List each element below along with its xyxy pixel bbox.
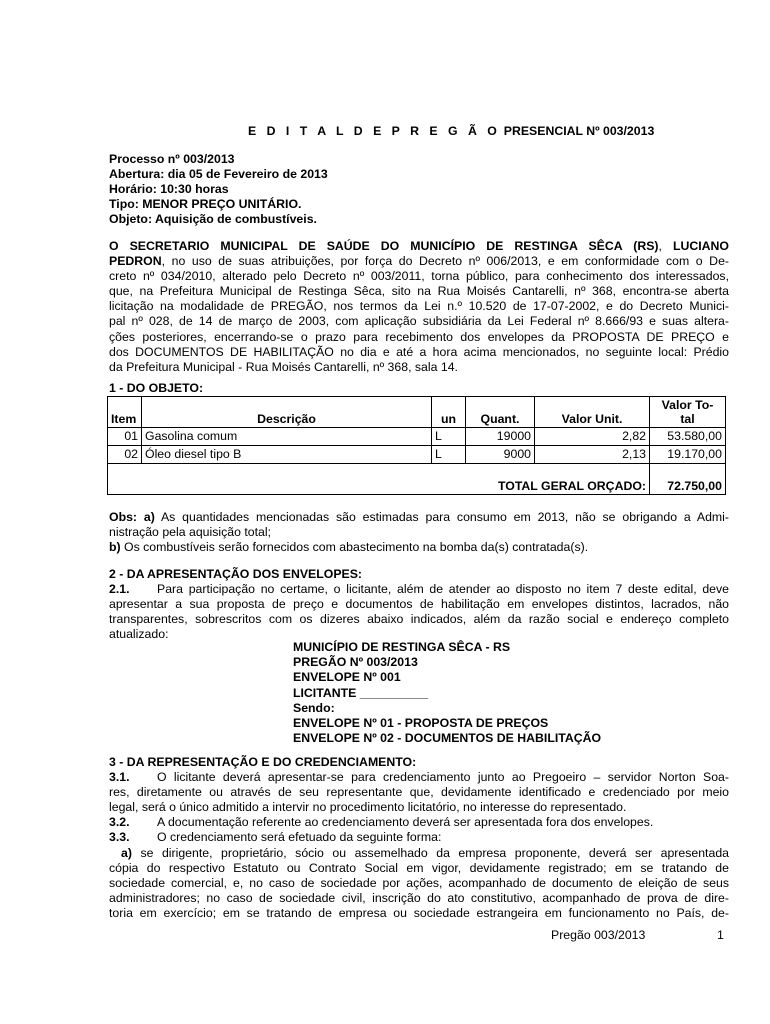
row-item: 02 xyxy=(108,446,142,464)
intro-line-7: ções posteriores, encerrando-se o prazo para recebimento dos envelopes da PROPOSTA DE PREÇO e xyxy=(109,329,729,344)
section-3-3-number: 3.3. xyxy=(109,830,130,845)
envelope-line: ENVELOPE Nº 01 - PROPOSTA DE PREÇOS xyxy=(293,716,549,731)
process-header xyxy=(109,152,729,227)
row-quant: 9000 xyxy=(466,446,535,464)
table-row xyxy=(108,428,726,446)
processo-line: Processo nº 003/2013 xyxy=(109,152,235,166)
objeto-line: Objeto: Aquisição de combustíveis. xyxy=(109,212,317,227)
section-2-1-line-4: atualizado: xyxy=(109,627,169,642)
section-3-3-text: O credenciamento será efetuado da seguinte forma: xyxy=(157,830,442,845)
obs-a-label: : a) xyxy=(132,510,155,524)
row-quant: 19000 xyxy=(466,428,535,446)
section-3-1-line-3: legal, será o único admitido a intervir no procedimento licitatório, no interesse do representado. xyxy=(109,800,627,815)
section-3-3-a-line-1: se dirigente, proprietário, sócio ou assemelhado da empresa proponente, deverá ser apresentada xyxy=(131,845,729,860)
intro-line-8: dos DOCUMENTOS DE HABILITAÇÃO no dia e até a hora acima mencionados, no seguinte local: Prédio xyxy=(109,344,729,359)
section-3-3-a-label: a) xyxy=(121,845,132,860)
row-un: L xyxy=(432,428,466,446)
footer-label: Pregão 003/2013 xyxy=(551,928,646,942)
envelope-line: PREGÃO Nº 003/2013 xyxy=(293,655,418,670)
intro-sep: , xyxy=(658,239,673,253)
envelope-line: Sendo: xyxy=(293,700,335,715)
section-3-1-line-2: res, diretamente ou através de seu representante que, devidamente identificado e credenciado por meio xyxy=(109,785,729,800)
document-title xyxy=(248,124,655,138)
total-label: TOTAL GERAL ORÇADO: xyxy=(108,464,650,495)
section-2-1-line-1: Para participação no certame, o licitante, além de atender ao disposto no item 7 deste edital, deve xyxy=(157,582,729,597)
row-un: L xyxy=(432,446,466,464)
section-2-title: 2 - DA APRESENTAÇÃO DOS ENVELOPES: xyxy=(109,567,363,581)
intro-line-2: , no uso de suas atribuições, por força do Decreto nº 006/2013, e em conformidade com o De- xyxy=(161,254,729,269)
horario-line: Horário: 10:30 horas xyxy=(109,182,229,197)
secretary-lastname: PEDRON xyxy=(109,254,162,269)
obs-b-text: Os combustíveis serão fornecidos com abastecimento na bomba da(s) contratada(s). xyxy=(120,540,589,555)
obs-a-text-1: As quantidades mencionadas são estimadas para consumo em 2013, não se obrigando a Admi- xyxy=(154,510,729,524)
intro-line-5: licitação na modalidade de PREGÃO, nos termos da Lei n.º 10.520 de 17-07-2002, e do Decreto Munici- xyxy=(109,299,729,314)
intro-line-3: creto nº 034/2010, alterado pelo Decreto nº 003/2011, torna público, para conhecimento dos interessados, xyxy=(109,269,729,284)
intro-line-9: da Prefeitura Municipal - Rua Moisés Cantarelli, nº 368, sala 14. xyxy=(109,359,458,374)
section-2-1-number: 2.1. xyxy=(109,582,130,597)
row-valor-unit: 2,82 xyxy=(535,428,650,446)
title-rest: PRESENCIAL Nº 003/2013 xyxy=(500,124,655,138)
table-total-row xyxy=(108,464,726,495)
header-valor-total xyxy=(650,397,726,428)
envelope-line: ENVELOPE Nº 02 - DOCUMENTOS DE HABILITAÇÃO xyxy=(293,731,602,746)
section-3-3-a-line-4: administradores; no caso de sociedade civil, inscrição do ato constitutivo, acompanhado de prova de dire- xyxy=(109,890,729,905)
section-2-1-line-3: transparentes, sobrescritos com os dizeres abaixo indicados, além da razão social e endereço completo xyxy=(109,612,729,627)
header-valor-total-2: tal xyxy=(680,412,695,426)
obs-b-label: b) xyxy=(109,540,121,555)
row-valor-unit: 2,13 xyxy=(535,446,650,464)
secretary-firstname: LUCIANO xyxy=(672,239,729,253)
items-table xyxy=(107,396,726,495)
header-item: Item xyxy=(108,397,142,428)
header-valor-total-1: Valor To- xyxy=(661,398,714,412)
section-3-title: 3 - DA REPRESENTAÇÃO E DO CREDENCIAMENTO: xyxy=(109,755,417,769)
envelope-line: ENVELOPE Nº 001 xyxy=(293,670,401,685)
section-3-3-a-line-2: cópia do respectivo Estatuto ou Contrato Social em vigor, devidamente registrado; em se tratando de xyxy=(109,860,729,875)
section-3 xyxy=(109,755,729,921)
header-descricao: Descrição xyxy=(142,397,432,428)
secretary-title: O SECRETARIO MUNICIPAL DE SAÚDE DO MUNICÍPIO DE RESTINGA SÊCA (RS) xyxy=(109,239,659,253)
row-valor-total: 19.170,00 xyxy=(650,446,726,464)
header-un: un xyxy=(432,397,466,428)
obs-paragraph xyxy=(109,510,729,555)
section-1-title: 1 - DO OBJETO: xyxy=(109,381,204,395)
intro-line-4: que, na Prefeitura Municipal de Restinga Sêca, sito na Rua Moisés Cantarelli, nº 368, encontra-se aberta xyxy=(109,284,729,299)
envelope-line: MUNICÍPIO DE RESTINGA SÊCA - RS xyxy=(293,640,511,654)
abertura-line: Abertura: dia 05 de Fevereiro de 2013 xyxy=(109,167,328,182)
section-3-3-a-line-5: toria em exercício; em se tratando de empresa ou sociedade estrangeira em funcionamento no País, de- xyxy=(109,905,729,920)
section-2 xyxy=(109,567,729,642)
section-2-1-line-2: apresentar a sua proposta de preço e documentos de habilitação em envelopes distintos, lacrados, não xyxy=(109,597,729,612)
obs-a-text-2: nistração pela aquisição total; xyxy=(109,525,272,540)
section-3-1-line-1: O licitante deverá apresentar-se para credenciamento junto ao Pregoeiro – servidor Norton Soa- xyxy=(157,770,729,785)
row-descricao: Óleo diesel tipo B xyxy=(142,446,432,464)
header-quant: Quant. xyxy=(466,397,535,428)
table-header-row xyxy=(108,397,726,428)
title-spaced: E D I T A L D E P R E G Ã O xyxy=(248,124,501,138)
row-valor-total: 53.580,00 xyxy=(650,428,726,446)
total-value: 72.750,00 xyxy=(650,464,726,495)
section-3-1-number: 3.1. xyxy=(109,770,130,785)
section-3-3-a-line-3: sociedade comercial, e, no caso de sociedade por ações, acompanhado de documento de eleição de seus xyxy=(109,875,729,890)
row-descricao: Gasolina comum xyxy=(142,428,432,446)
intro-paragraph xyxy=(109,239,729,375)
obs-label: Obs xyxy=(109,510,133,524)
section-3-2-text: A documentação referente ao credenciamento deverá ser apresentada fora dos envelopes. xyxy=(157,815,654,830)
envelope-line: LICITANTE __________ xyxy=(293,685,429,700)
envelope-block xyxy=(293,640,601,746)
section-3-2-number: 3.2. xyxy=(109,815,130,830)
table-row xyxy=(108,446,726,464)
row-item: 01 xyxy=(108,428,142,446)
intro-line-6: pal nº 028, de 14 de março de 2003, com aplicação subsidiária da Lei Federal nº 8.666/93 e suas altera- xyxy=(109,314,729,329)
page-number: 1 xyxy=(717,928,724,942)
tipo-line: Tipo: MENOR PREÇO UNITÁRIO. xyxy=(109,197,302,212)
header-valor-unit: Valor Unit. xyxy=(535,397,650,428)
